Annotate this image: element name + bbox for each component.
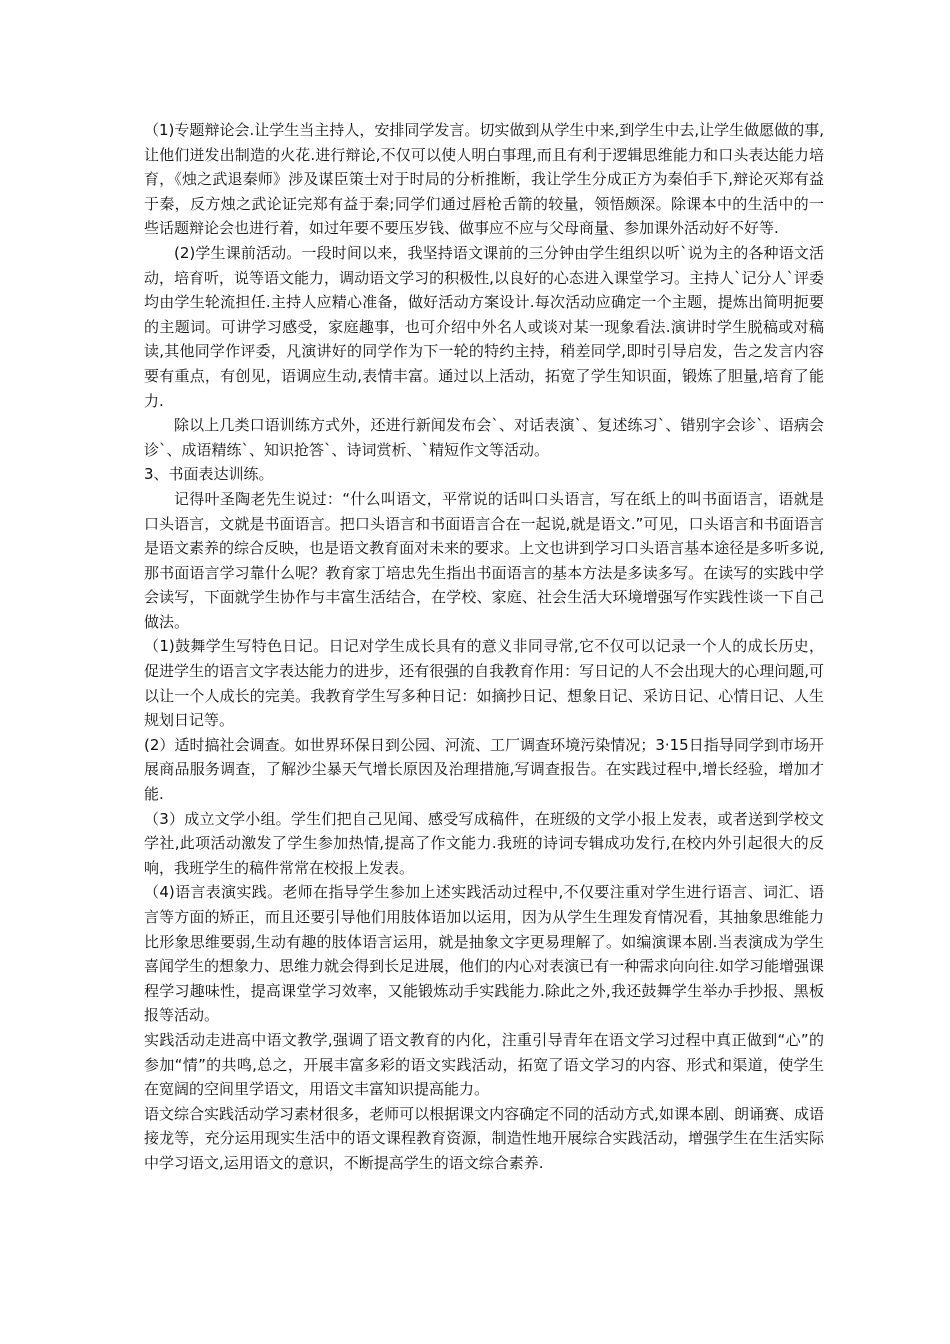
section-heading-written-expression: 3、书面表达训练。 bbox=[144, 465, 274, 484]
paragraph-summary: 实践活动走进高中语文教学,强调了语文教育的内化，注重引导青年在语文学习过程中真正做到“心”的参加“情”的共鸣,总之，开展丰富多彩的语文实践活动，拓宽了语文学习的内容、形式和渠道，使学生在宽阔的空间里学语文，用语文丰富知识提高能力。 bbox=[144, 1030, 824, 1099]
document-body bbox=[144, 118, 824, 1176]
paragraph-debate: （1)专题辩论会.让学生当主持人，安排同学发言。切实做到从学生中来,到学生中去,让学生做愿做的事,让他们迸发出制造的火花.进行辩论,不仅可以使人明白事理,而且有利于逻辑思维能力和口头表达能力培育，《烛之武退秦师》涉及谋臣策士对于时局的分析推断，我让学生分成正方为秦伯手下,辩论灭郑有益于秦，反方烛之武论证完郑有益于秦;同学们通过唇枪舌箭的较量，领悟颇深。除课本中的生活中的一些话题辩论会也进行着，如过年要不要压岁钱、做事应不应与父母商量、参加课外活动好不好等. bbox=[144, 121, 824, 238]
paragraph-pre-class-activity: (2)学生课前活动。一段时间以来，我坚持语文课前的三分钟由学生组织以听`说为主的各种语文活动，培育听，说等语文能力，调动语文学习的积极性,以良好的心态进入课堂学习。主持人`记分人`评委均由学生轮流担任.主持人应精心准备，做好活动方案设计.每次活动应确定一个主题，提炼出简明扼要的主题词。可讲学习感受，家庭趣事，也可介绍中外名人或谈对某一现象看法.演讲时学生脱稿或对稿读,其他同学作评委，凡演讲好的同学作为下一轮的特约主持，稍差同学,即时引导启发，告之发言内容要有重点，有创见，语调应生动,表情丰富。通过以上活动，拓宽了学生知识面，锻炼了胆量,培育了能力. bbox=[144, 243, 824, 410]
paragraph-social-survey: (2）适时搞社会调查。如世界环保日到公园、河流、工厂调查环境污染情况；3·15日指导同学到市场开展商品服务调查，了解沙尘暴天气增长原因及治理措施,写调查报告。在实践过程中,增长经验，增加才能. bbox=[144, 735, 824, 804]
paragraph-diary: （1)鼓舞学生写特色日记。日记对学生成长具有的意义非同寻常,它不仅可以记录一个人的成长历史，促进学生的语言文字表达能力的进步，还有很强的自我教育作用：写日记的人不会出现大的心理问题,可以让一个人成长的完美。我教育学生写多种日记：如摘抄日记、想象日记、采访日记、心情日记、人生规划日记等。 bbox=[144, 637, 824, 730]
paragraph-conclusion: 语文综合实践活动学习素材很多，老师可以根据课文内容确定不同的活动方式,如课本剧、朗诵赛、成语接龙等，充分运用现实生活中的语文课程教育资源，制造性地开展综合实践活动，增强学生在生活实际中学习语文,运用语文的意识，不断提高学生的语文综合素养. bbox=[144, 1104, 824, 1172]
paragraph-literature-group: （3）成立文学小组。学生们把自己见闻、感受写成稿件，在班级的文学小报上发表，或者送到学校文学社,此项活动激发了学生参加热情,提高了作文能力.我班的诗词专辑成功发行,在校内外引起很大的反响，我班学生的稿件常常在校报上发表。 bbox=[144, 809, 824, 877]
paragraph-language-performance: （4)语言表演实践。老师在指导学生参加上述实践活动过程中,不仅要注重对学生进行语言、词汇、语言等方面的矫正，而且还要引导他们用肢体语加以运用，因为从学生生理发育情况看，其抽象思维能力比形象思维要弱,生动有趣的肢体语言运用，就是抽象文字更易理解了。如编演课本剧.当表演成为学生喜闻学生的想象力、思维力就会得到长足进展，他们的内心对表演已有一种需求向向往.如学习能增强课程学习趣味性，提高课堂学习效率，又能锻炼动手实践能力.除此之外,我还鼓舞学生举办手抄报、黑板报等活动。 bbox=[144, 883, 824, 1025]
paragraph-ye-shengtao-quote: 记得叶圣陶老先生说过：“什么叫语文，平常说的话叫口头语言，写在纸上的叫书面语言，语就是口头语言，文就是书面语言。把口头语言和书面语言合在一起说,就是语文.”可见，口头语言和书面语言是语文素养的综合反映，也是语文教育面对未来的要求。上文也讲到学习口头语言基本途径是多听多说,那书面语言学习靠什么呢？教育家丁培忠先生指出书面语言的基本方法是多读多写。在读写的实践中学会读写，下面就学生协作与丰富生活结合，在学校、家庭、社会生活大环境增强写作实践性谈一下自己做法。 bbox=[144, 489, 824, 631]
paragraph-other-oral-training: 除以上几类口语训练方式外，还进行新闻发布会`、对话表演`、复述练习`、错别字会诊`、语病会诊`、成语精练`、知识抢答`、诗词赏析、`精短作文等活动。 bbox=[144, 416, 824, 459]
